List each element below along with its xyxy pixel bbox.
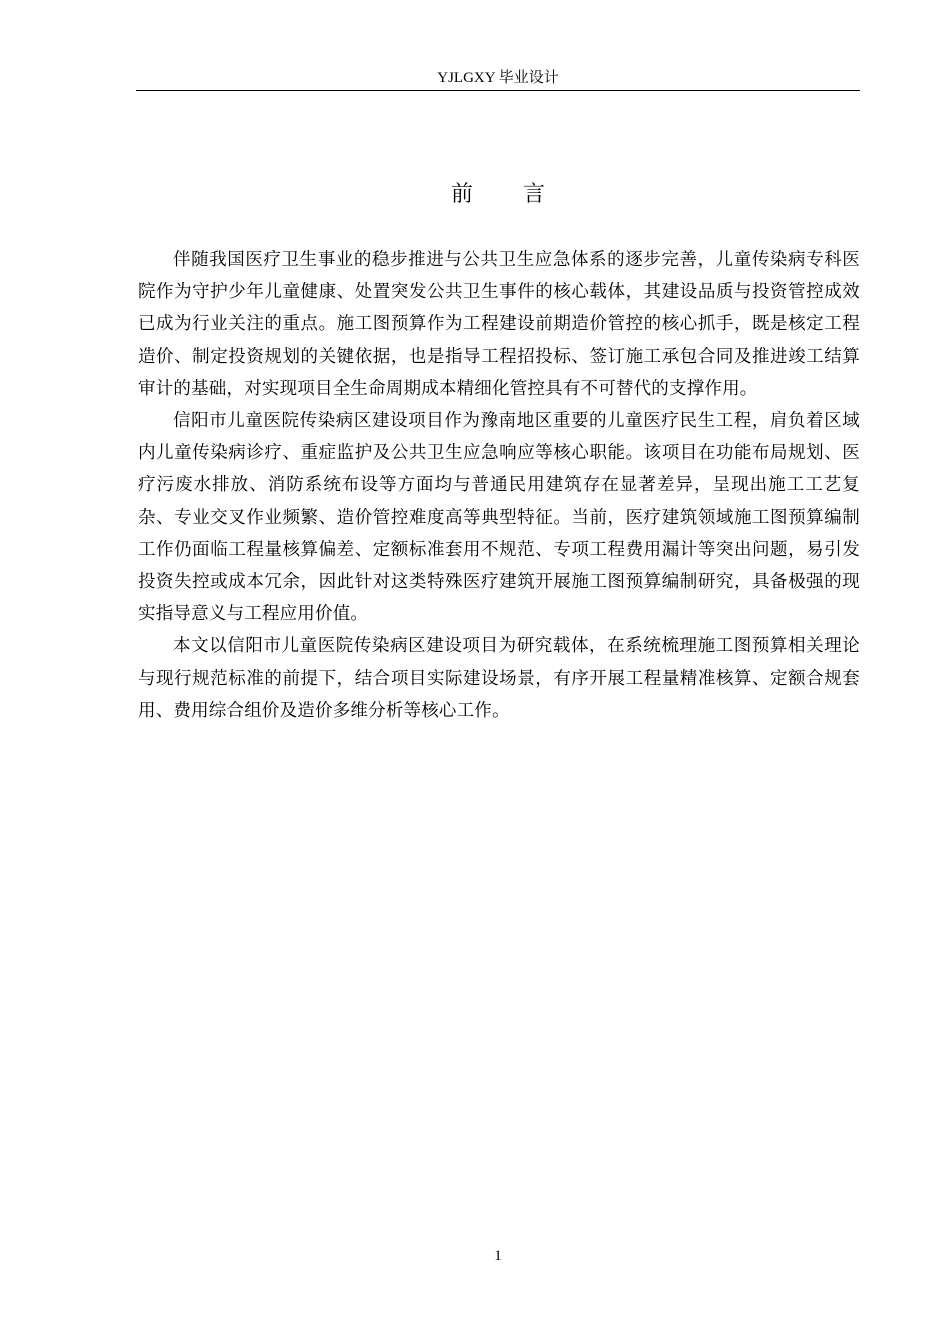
body-text bbox=[138, 244, 860, 727]
page-number: 1 bbox=[494, 1248, 502, 1264]
running-header: YJLGXY 毕业设计 bbox=[437, 70, 559, 86]
paragraph-1: 伴随我国医疗卫生事业的稳步推进与公共卫生应急体系的逐步完善，儿童传染病专科医院作为守护少年儿童健康、处置突发公共卫生事件的核心载体，其建设品质与投资管控成效已成为行业关注的重点。施工图预算作为工程建设前期造价管控的核心抓手，既是核定工程造价、制定投资规划的关键依据，也是指导工程招投标、签订施工承包合同及推进竣工结算审计的基础，对实现项目全生命周期成本精细化管控具有不可替代的支撑作用。 bbox=[138, 250, 860, 399]
header-rule bbox=[136, 90, 860, 91]
section-title bbox=[136, 180, 860, 210]
paragraph-3: 本文以信阳市儿童医院传染病区建设项目为研究载体，在系统梳理施工图预算相关理论与现行规范标准的前提下，结合项目实际建设场景，有序开展工程量精准核算、定额合规套用、费用综合组价及造价多维分析等核心工作。 bbox=[138, 636, 860, 721]
paragraph-2: 信阳市儿童医院传染病区建设项目作为豫南地区重要的儿童医疗民生工程，肩负着区域内儿童传染病诊疗、重症监护及公共卫生应急响应等核心职能。该项目在功能布局规划、医疗污废水排放、消防系统布设等方面均与普通民用建筑存在显著差异，呈现出施工工艺复杂、专业交叉作业频繁、造价管控难度高等典型特征。当前，医疗建筑领域施工图预算编制工作仍面临工程量核算偏差、定额标准套用不规范、专项工程费用漏计等突出问题，易引发投资失控或成本冗余，因此针对这类特殊医疗建筑开展施工图预算编制研究，具备极强的现实指导意义与工程应用价值。 bbox=[138, 411, 860, 625]
title-char-1: 前 bbox=[450, 182, 473, 207]
title-char-2: 言 bbox=[523, 182, 546, 207]
